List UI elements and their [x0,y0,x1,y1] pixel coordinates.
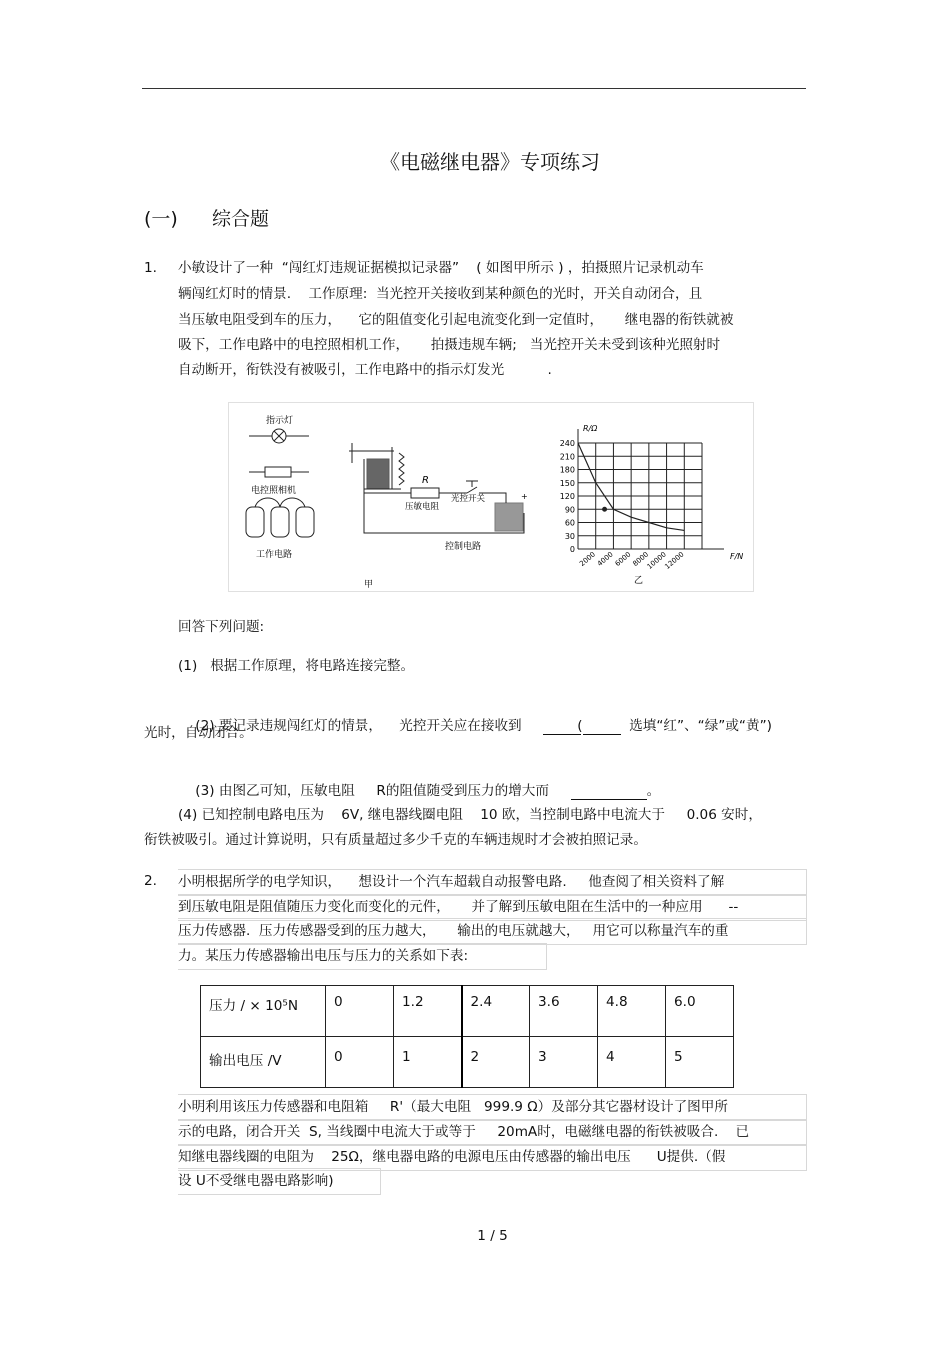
answer-blank[interactable] [571,785,647,800]
sub-question-1: (1) 根据工作原理，将电路连接完整。 [178,658,415,674]
section-title: 综合题 [212,208,270,230]
sub-question-4: (4) 已知控制电路电压为 6V, 继电器线圈电阻 10 欧，当控制电路中电流大于 0.06 安时， [178,807,762,823]
x-tick-label: 8000 [631,550,651,568]
table-cell: 0 [326,986,394,1037]
sub2-paren: ( [577,718,583,734]
page-number: 1 / 5 [477,1228,508,1244]
q1-line: 小敏设计了一种 “闯红灯违规证据模拟记录器” ( 如图甲所示 ) ，拍摄照片记录机动车 [178,260,704,276]
y-axis-label: R/Ω [583,424,598,433]
sub3-end: 。 [646,783,661,799]
table-header-cell: 压力 / × 10⁵N [201,986,326,1037]
q2-number: 2. [144,873,157,889]
q2-line: 压力传感器. 压力传感器受到的压力越大， 输出的电压就越大， 用它可以称量汽车的重 [178,918,807,945]
x-tick-label: 6000 [613,550,633,568]
q1-line: 当压敏电阻受到车的压力， 它的阻值变化引起电流变化到一定值时， 继电器的衔铁就被 [178,312,734,328]
data-point [602,507,607,512]
caption-a: 甲 [364,580,374,590]
resistance-force-chart [560,424,744,571]
sub3-text: (3) 由图乙可知，压敏电阻 R的阻值随受到压力的增大而 [195,783,549,799]
x-tick-label: 2000 [578,550,597,568]
y-tick-label: 30 [564,531,575,541]
control-circuit-label: 控制电路 [445,542,482,552]
pressure-voltage-table [200,985,734,1088]
y-tick-label: 210 [559,452,575,462]
answer-blank[interactable] [543,720,581,735]
q1-line: 辆闯红灯时的情景. 工作原理: 当光控开关接收到某种颜色的光时，开关自动闭合，且 [178,286,703,302]
light-switch-label: 光控开关 [451,494,486,504]
table-cell: 1.2 [394,986,462,1037]
q2-line: 示的电路，闭合开关 S, 当线圈中电流大于或等于 20mA时，电磁继电器的衔铁被吸合. 已 [178,1119,807,1146]
table-cell: 2.4 [462,986,530,1037]
q2-line: 力。某压力传感器输出电压与压力的关系如下表: [178,943,547,970]
y-tick-label: 180 [559,465,575,475]
header-rule [142,88,806,89]
x-tick-label: 10000 [645,550,668,571]
indicator-lamp-label: 指示灯 [266,416,294,426]
resistor-r-label: R [422,475,429,486]
y-tick-label: 240 [559,439,575,448]
coil-cylinders-icon [246,498,314,537]
camera-label: 电控照相机 [251,486,297,496]
relay-icon [349,443,404,489]
circuit-figure [228,402,754,592]
q2-line: 到压敏电阻是阻值随压力变化而变化的元件， 并了解到压敏电阻在生活中的一种应用 -- [178,894,807,921]
page-title: 《电磁继电器》专项练习 [380,150,600,174]
sub-question-4-cont: 衔铁被吸引。通过计算说明，只有质量超过多少千克的车辆违规时才会被拍照记录。 [144,832,647,848]
x-tick-label: 12000 [663,550,686,571]
q1-number: 1. [144,260,157,276]
table-cell: 4 [598,1037,666,1088]
table-cell: 1 [394,1037,462,1088]
answer-prompt: 回答下列问题: [178,619,265,635]
y-tick-label: 120 [559,492,575,501]
q1-line: 吸下，工作电路中的电控照相机工作， 拍摄违规车辆; 当光控开关未受到该种光照射时 [178,337,721,353]
working-circuit-label: 工作电路 [256,550,293,560]
battery-plus-label: + [521,492,528,501]
table-row [201,986,734,1037]
section-number: (一) [144,208,178,230]
y-tick-label: 60 [564,518,575,528]
pressure-resistor-label: 压敏电阻 [405,502,440,512]
sub2-text: (2) 要记录违规闯红灯的情景， 光控开关应在接收到 [195,718,522,734]
caption-b: 乙 [634,576,644,586]
q1-line: 自动断开，衔铁没有被吸引，工作电路中的指示灯发光 . [178,362,552,378]
q2-line: 设 U不受继电器电路影响) [178,1168,381,1195]
camera-resistor-icon [249,467,309,477]
table-row [201,1037,734,1088]
table-cell: 0 [326,1037,394,1088]
table-cell: 4.8 [598,986,666,1037]
y-tick-label: 150 [559,478,575,488]
table-cell: 3 [530,1037,598,1088]
sub-question-2-cont: 光时，自动闭合。 [144,725,253,741]
table-cell: 5 [666,1037,734,1088]
answer-blank[interactable] [583,720,621,735]
table-header-cell: 输出电压 /V [201,1037,326,1088]
table-cell: 2 [462,1037,530,1088]
q2-line: 小明利用该压力传感器和电阻箱 R'（最大电阻 999.9 Ω）及部分其它器材设计了图甲所 [178,1094,807,1121]
y-tick-label: 90 [564,505,575,515]
sub-question-2 [178,699,772,753]
table-cell: 6.0 [666,986,734,1037]
sub2-options: 选填“红”、“绿”或“黄”) [629,718,772,734]
x-tick-label: 4000 [595,550,615,568]
q2-line: 知继电器线圈的电阻为 25Ω，继电器电路的电源电压由传感器的输出电压 U提供.（假 [178,1144,807,1171]
table-cell: 3.6 [530,986,598,1037]
q2-line: 小明根据所学的电学知识， 想设计一个汽车超载自动报警电路. 他查阅了相关资料了解 [178,869,807,896]
x-axis-label: F/N [730,552,744,561]
indicator-lamp-icon [249,429,309,443]
y-tick-label: 0 [569,545,575,554]
